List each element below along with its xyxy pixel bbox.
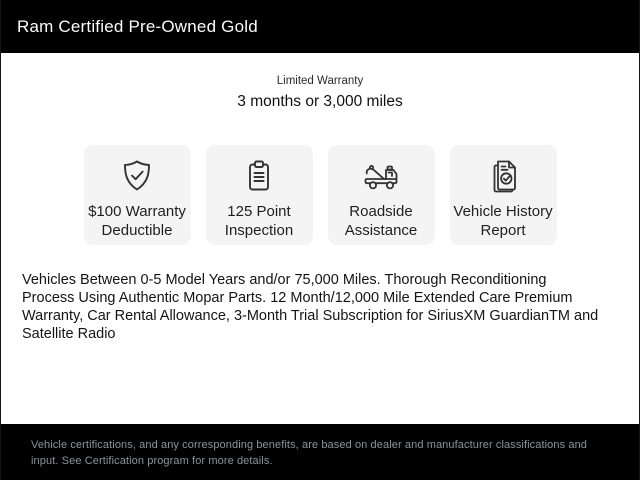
clipboard-icon — [206, 156, 313, 196]
benefit-card-inspection — [206, 145, 313, 245]
benefit-card-roadside — [328, 145, 435, 245]
page-title: Ram Certified Pre-Owned Gold — [17, 16, 258, 36]
benefit-card-label: $100 Warranty Deductible — [88, 203, 186, 239]
footer-bar — [0, 424, 640, 480]
warranty-term: 3 months or 3,000 miles — [237, 93, 403, 110]
document-check-icon — [450, 156, 557, 196]
benefit-card-label: 125 Point Inspection — [224, 203, 294, 239]
benefit-card-label: Vehicle History Report — [453, 203, 553, 239]
limited-warranty-label: Limited Warranty — [276, 75, 364, 87]
shield-check-icon — [84, 156, 191, 196]
certification-disclaimer: Vehicle certifications, and any corresponding benefits, are based on dealer and manufacturer classifications and input. See Certification program for more details. — [31, 439, 588, 467]
header-bar — [0, 0, 640, 53]
program-description: Vehicles Between 0-5 Model Years and/or 75,000 Miles. Thorough Reconditioning Process Using Authentic Mopar Parts. 12 Month/12,000 Mile Extended Care Premium Warranty, Car Rental Allowance, 3-Month Trial Subscription for SiriusXM GuardianTM and Satellite Radio — [22, 272, 599, 342]
benefit-card-warranty-deductible — [84, 145, 191, 245]
benefit-card-history-report — [450, 145, 557, 245]
tow-truck-icon — [328, 156, 435, 196]
benefit-card-label: Roadside Assistance — [344, 203, 418, 239]
benefit-cards-row — [1, 145, 639, 245]
